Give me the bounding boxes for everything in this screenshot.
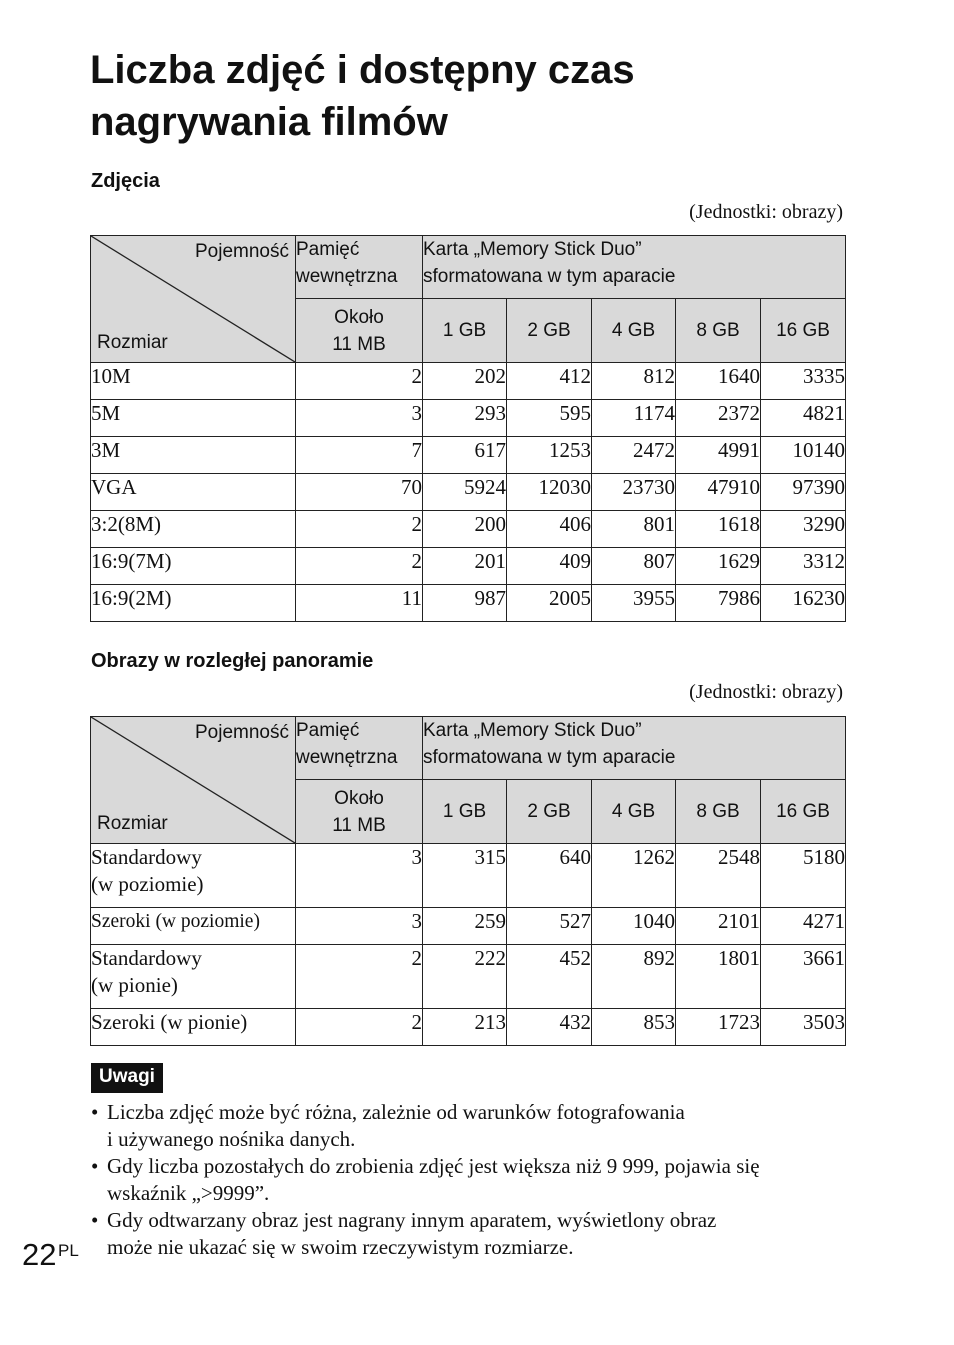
row-label [91,945,296,1009]
row-label: Szeroki (w pionie) [91,1009,296,1046]
list-item [91,1099,861,1153]
page-number: 22 [22,1237,57,1272]
note-line-2: wskaźnik „>9999”. [107,1181,270,1205]
cell-value: 23730 [592,474,676,511]
note-line-2: może nie ukazać się w swoim rzeczywistym rozmiarze. [107,1235,574,1259]
cell-value: 432 [507,1009,592,1046]
bullet-icon: • [91,1208,99,1232]
cell-value: 10140 [761,437,846,474]
table-row [91,548,846,585]
internal-memory-line-2: wewnętrzna [296,266,398,287]
memory-card-header [423,717,846,780]
memory-card-line-1: Karta „Memory Stick Duo” [423,239,642,260]
note-line-1: Liczba zdjęć może być różna, zależnie od warunków fotografowania [107,1100,685,1124]
row-label: Szeroki (w poziomie) [91,908,296,945]
cell-value: 3290 [761,511,846,548]
capacity-header-label: Pojemność [195,241,289,262]
capacity-1gb-header: 1 GB [423,780,507,844]
internal-memory-line-2: wewnętrzna [296,747,398,768]
section-heading-photos: Zdjęcia [91,170,160,192]
cell-value: 7 [296,437,423,474]
cell-value: 97390 [761,474,846,511]
row-label: 10M [91,363,296,400]
row-label: 5M [91,400,296,437]
cell-value: 47910 [676,474,761,511]
diagonal-header-cell [91,717,296,844]
cell-value: 3312 [761,548,846,585]
cell-value: 70 [296,474,423,511]
cell-value: 527 [507,908,592,945]
cell-value: 2472 [592,437,676,474]
cell-value: 2 [296,548,423,585]
section-heading-panorama: Obrazy w rozległej panoramie [91,650,374,672]
approx-memory-header [296,299,423,363]
table-row [91,844,846,908]
row-label [91,844,296,908]
cell-value: 2 [296,363,423,400]
cell-value: 617 [423,437,507,474]
row-label: VGA [91,474,296,511]
cell-value: 3 [296,844,423,908]
cell-value: 1262 [592,844,676,908]
cell-value: 5180 [761,844,846,908]
cell-value: 452 [507,945,592,1009]
cell-value: 12030 [507,474,592,511]
capacity-16gb-header: 16 GB [761,780,846,844]
bullet-icon: • [91,1154,99,1178]
table-row [91,474,846,511]
cell-value: 1723 [676,1009,761,1046]
list-item [91,1207,861,1261]
cell-value: 892 [592,945,676,1009]
cell-value: 640 [507,844,592,908]
cell-value: 3661 [761,945,846,1009]
table-row [91,1009,846,1046]
memory-card-line-2: sformatowana w tym aparacie [423,747,676,768]
notes-list [91,1099,861,1261]
cell-value: 853 [592,1009,676,1046]
table-row [91,908,846,945]
approx-line-1: Około [334,787,384,809]
table-row [91,511,846,548]
cell-value: 812 [592,363,676,400]
cell-value: 3955 [592,585,676,622]
internal-memory-line-1: Pamięć [296,720,360,741]
cell-value: 595 [507,400,592,437]
cell-value: 1040 [592,908,676,945]
table-row [91,437,846,474]
cell-value: 201 [423,548,507,585]
row-label-line-2: (w pionie) [91,973,178,997]
table-header-row [91,236,846,299]
capacity-1gb-header: 1 GB [423,299,507,363]
cell-value: 412 [507,363,592,400]
diagonal-header-cell [91,236,296,363]
approx-line-1: Około [334,306,384,328]
approx-line-2: 11 MB [332,333,386,355]
size-header-label: Rozmiar [97,332,168,353]
cell-value: 1174 [592,400,676,437]
capacity-8gb-header: 8 GB [676,780,761,844]
cell-value: 1801 [676,945,761,1009]
note-line-1: Gdy odtwarzany obraz jest nagrany innym aparatem, wyświetlony obraz [107,1208,717,1232]
cell-value: 2548 [676,844,761,908]
cell-value: 4271 [761,908,846,945]
cell-value: 5924 [423,474,507,511]
note-line-2: i używanego nośnika danych. [107,1127,356,1151]
photos-table [90,235,846,622]
cell-value: 1640 [676,363,761,400]
cell-value: 4991 [676,437,761,474]
cell-value: 200 [423,511,507,548]
row-label-line-1: Standardowy [91,946,202,970]
units-label-panorama: (Jednostki: obrazy) [689,681,843,703]
cell-value: 406 [507,511,592,548]
page-title-line-2: nagrywania filmów [90,100,448,144]
table-row [91,945,846,1009]
cell-value: 3 [296,908,423,945]
row-label: 16:9(7M) [91,548,296,585]
table-header-row [91,717,846,780]
cell-value: 807 [592,548,676,585]
cell-value: 259 [423,908,507,945]
capacity-8gb-header: 8 GB [676,299,761,363]
row-label: 3:2(8M) [91,511,296,548]
internal-memory-header [296,236,423,299]
capacity-header-label: Pojemność [195,722,289,743]
cell-value: 315 [423,844,507,908]
cell-value: 7986 [676,585,761,622]
cell-value: 2 [296,511,423,548]
cell-value: 2 [296,945,423,1009]
cell-value: 3 [296,400,423,437]
cell-value: 1629 [676,548,761,585]
approx-memory-header [296,780,423,844]
units-label-photos: (Jednostki: obrazy) [689,201,843,223]
notes-badge: Uwagi [91,1063,163,1093]
list-item [91,1153,861,1207]
size-header-label: Rozmiar [97,813,168,834]
cell-value: 293 [423,400,507,437]
cell-value: 1618 [676,511,761,548]
row-label: 3M [91,437,296,474]
cell-value: 4821 [761,400,846,437]
page-title [90,44,635,148]
bullet-icon: • [91,1100,99,1124]
cell-value: 213 [423,1009,507,1046]
cell-value: 16230 [761,585,846,622]
cell-value: 409 [507,548,592,585]
cell-value: 2 [296,1009,423,1046]
cell-value: 222 [423,945,507,1009]
memory-card-line-2: sformatowana w tym aparacie [423,266,676,287]
row-label-line-2: (w poziomie) [91,872,204,896]
capacity-2gb-header: 2 GB [507,780,592,844]
cell-value: 3335 [761,363,846,400]
capacity-2gb-header: 2 GB [507,299,592,363]
cell-value: 11 [296,585,423,622]
capacity-16gb-header: 16 GB [761,299,846,363]
page-language-code: PL [58,1241,79,1260]
cell-value: 801 [592,511,676,548]
cell-value: 1253 [507,437,592,474]
table-row [91,363,846,400]
capacity-4gb-header: 4 GB [592,299,676,363]
cell-value: 987 [423,585,507,622]
cell-value: 2101 [676,908,761,945]
memory-card-header [423,236,846,299]
approx-line-2: 11 MB [332,814,386,836]
page-title-line-1: Liczba zdjęć i dostępny czas [90,48,635,92]
panorama-table [90,716,846,1046]
internal-memory-line-1: Pamięć [296,239,360,260]
row-label: 16:9(2M) [91,585,296,622]
capacity-4gb-header: 4 GB [592,780,676,844]
row-label-line-1: Standardowy [91,845,202,869]
note-line-1: Gdy liczba pozostałych do zrobienia zdjęć jest większa niż 9 999, pojawia się [107,1154,760,1178]
cell-value: 202 [423,363,507,400]
cell-value: 2005 [507,585,592,622]
table-row [91,585,846,622]
cell-value: 2372 [676,400,761,437]
internal-memory-header [296,717,423,780]
cell-value: 3503 [761,1009,846,1046]
memory-card-line-1: Karta „Memory Stick Duo” [423,720,642,741]
table-row [91,400,846,437]
